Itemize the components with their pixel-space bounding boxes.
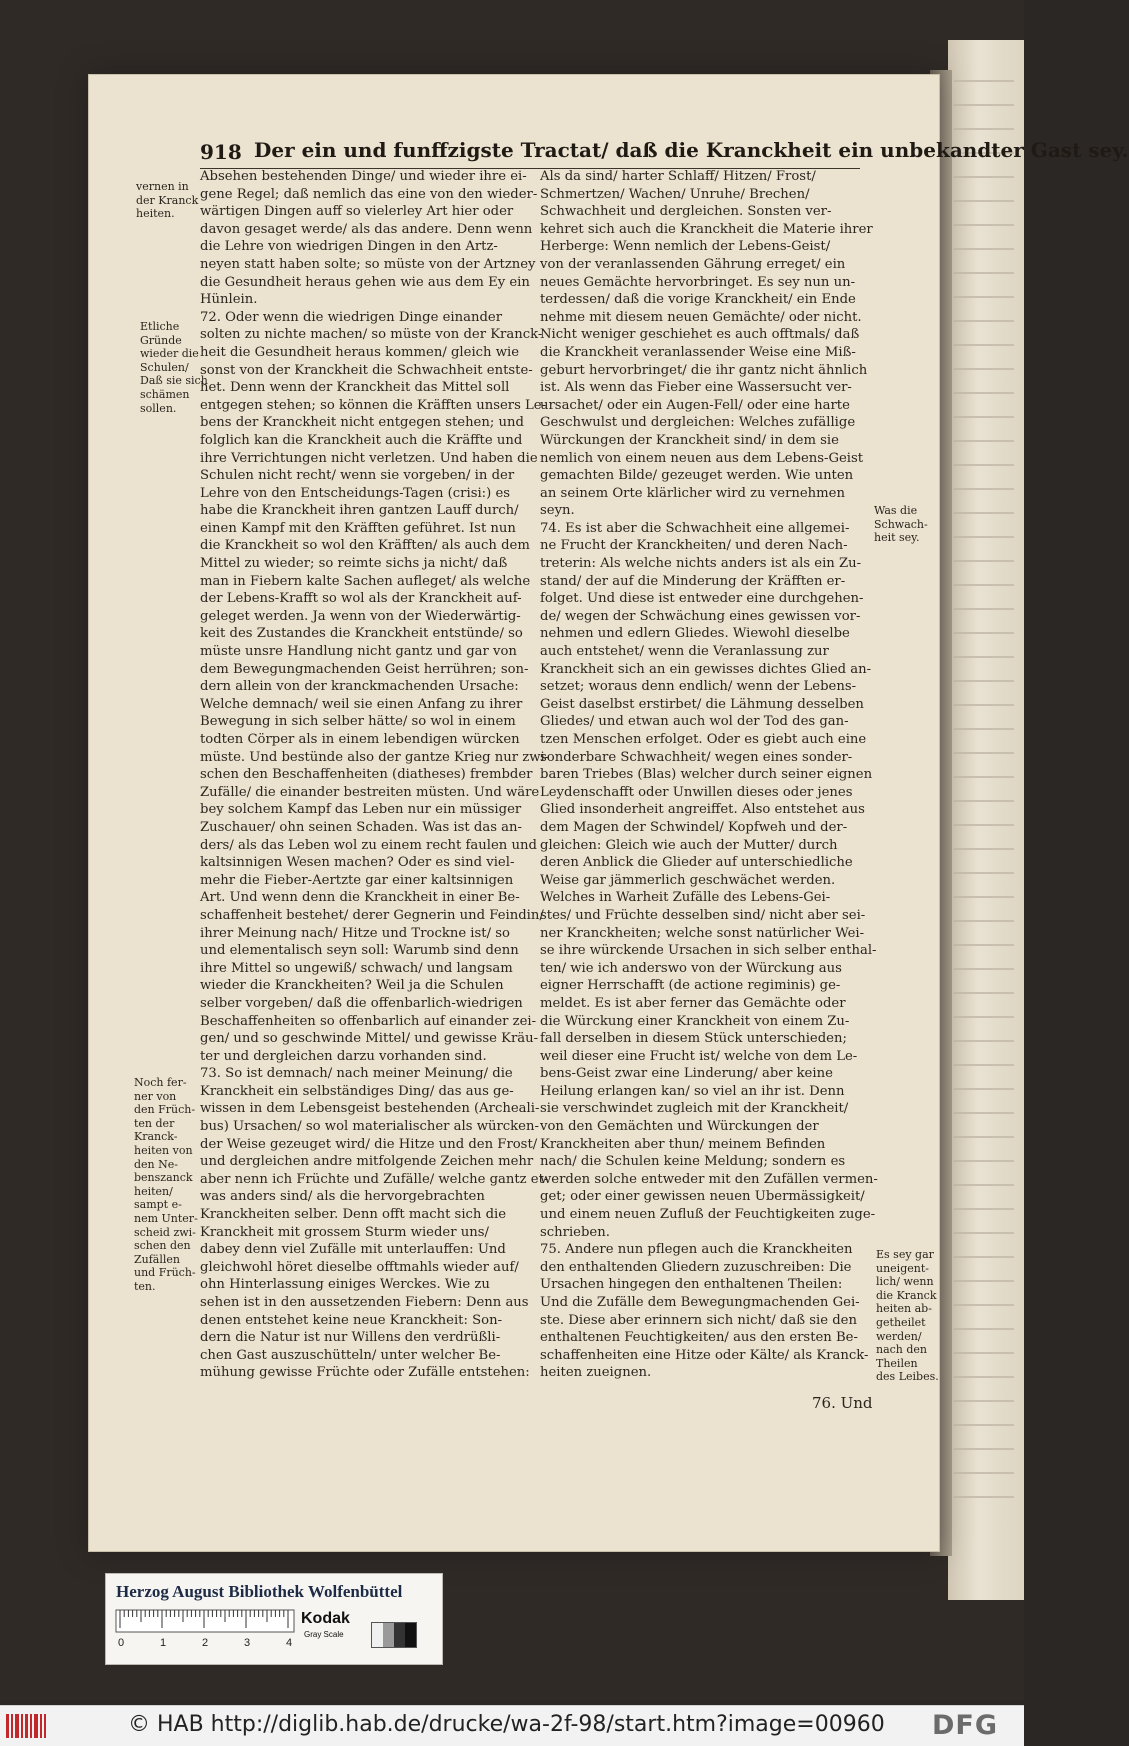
- text-line: getheilet: [876, 1315, 926, 1329]
- text-line: sampt e-: [134, 1198, 182, 1212]
- text-line: die Kranckheit so wol den Kräfften/ als auch dem: [200, 538, 530, 554]
- ghost-line: [954, 176, 1014, 178]
- ghost-line: [954, 368, 1014, 370]
- text-line: Geist daselbst erstirbet/ die Lähmung desselben: [540, 696, 864, 712]
- text-line: Würckungen der Kranckheit sind/ in dem sie: [540, 432, 839, 448]
- text-line: heiten von: [134, 1143, 193, 1157]
- text-line: gleichwohl höret dieselbe offtmahls wieder auf/: [200, 1259, 519, 1275]
- text-line: ihre Mittel so ungewiß/ schwach/ und langsam: [200, 960, 513, 976]
- text-line: Ursachen hingegen den enthaltenen Theilen:: [540, 1277, 843, 1293]
- text-line: bey solchem Kampf das Leben nur ein müssiger: [200, 802, 522, 818]
- text-line: dem Bewegungmachenden Geist herrühren; son-: [200, 661, 529, 677]
- ghost-line: [954, 1232, 1014, 1234]
- text-line: Zufällen: [134, 1252, 180, 1266]
- text-line: folglich kan die Kranckheit auch die Kräffte und: [200, 432, 523, 448]
- ghost-line: [954, 1304, 1014, 1306]
- text-line: was anders sind/ als die hervorgebrachten: [200, 1189, 485, 1205]
- running-title: Der ein und funffzigste Tractat/ daß die Kranckheit ein unbekandter Gast sey.: [254, 138, 1129, 162]
- ghost-line: [954, 776, 1014, 778]
- text-line: schaffenheiten eine Hitze oder Kälte/ als Kranck-: [540, 1347, 869, 1363]
- text-line: ner von: [134, 1089, 177, 1103]
- margin-note-3: [134, 1076, 204, 1294]
- text-line: 75. Andere nun pflegen auch die Kranckheiten: [540, 1242, 853, 1258]
- text-line: weil dieser eine Frucht ist/ welche von dem Le-: [540, 1048, 858, 1064]
- brand-label: Kodak: [301, 1610, 350, 1627]
- text-line: ten/ wie ich anderswo von der Würckung aus: [540, 960, 842, 976]
- ghost-line: [954, 656, 1014, 658]
- text-line: nach/ die Schulen keine Meldung; sondern es: [540, 1154, 846, 1170]
- text-line: terdessen/ daß die vorige Kranckheit/ ein Ende: [540, 292, 856, 308]
- text-line: die Kranck: [876, 1288, 937, 1302]
- text-line: nem Unter-: [134, 1211, 198, 1225]
- text-line: müste. Und bestünde also der gantze Krieg nur zwi-: [200, 749, 550, 765]
- text-line: bus) Ursachen/ so wol materialischer als würcken-: [200, 1119, 539, 1135]
- catchword: 76. Und: [812, 1394, 873, 1412]
- ruler-number: 2: [202, 1637, 209, 1649]
- ghost-line: [954, 1448, 1014, 1450]
- text-line: gemachten Bilde/ gezeuget werden. Wie unten: [540, 468, 854, 484]
- ghost-line: [954, 296, 1014, 298]
- text-line: und dergleichen andre mitfolgende Zeichen mehr: [200, 1154, 534, 1170]
- text-line: Kranckheit mit grossem Sturm wieder uns/: [200, 1224, 489, 1240]
- text-line: entgegen stehen; so können die Kräfften unsers Le-: [200, 397, 547, 413]
- text-line: ursachet/ oder ein Augen-Fell/ oder eine harte: [540, 397, 850, 413]
- ghost-line: [954, 1352, 1014, 1354]
- text-line: stand/ der auf die Minderung der Kräfften er-: [540, 573, 846, 589]
- scale-ruler: [116, 1610, 294, 1650]
- institution-name: Herzog August Bibliothek Wolfenbüttel: [116, 1582, 403, 1601]
- text-line: die Gesundheit heraus gehen wie aus dem Ey ein: [200, 274, 530, 290]
- text-line: von den Gemächten und Würckungen der: [540, 1119, 819, 1135]
- text-line: sonderbare Schwachheit/ wegen eines sonder-: [540, 749, 853, 765]
- ghost-line: [954, 1424, 1014, 1426]
- ghost-line: [954, 1400, 1014, 1402]
- text-line: der Lebens-Krafft so wol als der Kranckheit auf-: [200, 591, 522, 607]
- text-line: Kranckheiten aber thun/ meinem Befinden: [540, 1136, 826, 1152]
- text-line: ist. Als wenn das Fieber eine Wassersucht ver-: [540, 380, 852, 396]
- text-line: dern die Natur ist nur Willens den verdrüßli-: [200, 1330, 501, 1346]
- ghost-line: [954, 416, 1014, 418]
- text-line: nehmen und edlern Gliedes. Wiewohl dieselbe: [540, 626, 850, 642]
- text-line: geburt hervorbringet/ die ihr gantz nicht ähnlich: [540, 362, 868, 378]
- text-line: und elementalisch seyn soll: Warumb sind denn: [200, 943, 519, 959]
- text-line: Schwach-: [874, 517, 928, 531]
- text-line: deren Anblick die Glieder auf unterschiedliche: [540, 855, 853, 871]
- text-line: Gründe: [140, 333, 182, 347]
- text-line: Kranckheiten selber. Denn offt macht sich die: [200, 1207, 507, 1223]
- text-line: treterin: Als welche nichts anders ist als ein Zu-: [540, 556, 862, 572]
- ghost-line: [954, 1136, 1014, 1138]
- text-line: wärtigen Dingen auff so vielerley Art hier oder: [200, 204, 514, 220]
- ghost-line: [954, 1376, 1014, 1378]
- text-line: folget. Und diese ist entweder eine durchgehen-: [540, 591, 864, 607]
- text-line: Und die Zufälle dem Bewegungmachenden Gei-: [540, 1295, 860, 1310]
- text-line: Es sey gar: [876, 1248, 934, 1261]
- text-line: heit die Gesundheit heraus kommen/ gleich wie: [200, 344, 520, 360]
- text-line: schämen: [140, 387, 190, 401]
- text-line: solten zu nichte machen/ so müste von der Kranck-: [200, 327, 543, 343]
- text-line: selber vorgeben/ daß die offenbarlich-wiedrigen: [200, 995, 523, 1011]
- text-line: der Weise gezeuget wird/ die Hitze und den Frost/: [200, 1136, 538, 1152]
- text-line: Art. Und wenn denn die Kranckheit in einer Be-: [200, 890, 520, 906]
- text-line: die Lehre von wiedrigen Dingen in den Artz-: [200, 239, 498, 255]
- text-line: schen den: [134, 1239, 191, 1253]
- ghost-line: [954, 248, 1014, 250]
- text-line: dem Magen der Schwindel/ Kopfweh und der-: [540, 819, 848, 835]
- text-line: der Kranck: [136, 193, 199, 207]
- margin-note-2: [140, 320, 208, 415]
- text-line: auch entstehet/ wenn die Veranlassung zur: [540, 644, 829, 660]
- ghost-line: [954, 1256, 1014, 1258]
- ghost-line: [954, 560, 1014, 562]
- right-column: [540, 168, 878, 1382]
- text-line: von der veranlassenden Gährung erreget/ ein: [540, 256, 846, 272]
- ghost-line: [954, 1280, 1014, 1282]
- text-line: fall derselben in diesem Stück unterschieden;: [540, 1031, 847, 1047]
- text-line: Schmertzen/ Wachen/ Unruhe/ Brechen/: [540, 186, 810, 202]
- text-line: Welches in Warheit Zufälle des Lebens-Gei-: [540, 890, 831, 906]
- text-line: get; oder einer gewissen neuen Ubermässigkeit/: [540, 1189, 865, 1205]
- text-line: werden solche entweder mit den Zufällen vermen-: [540, 1171, 878, 1187]
- text-line: eigner Herrschafft (de actione regiminis) ge-: [540, 978, 841, 994]
- text-line: und Früch-: [134, 1266, 196, 1280]
- text-line: müste unsre Handlung nicht gantz und gar von: [200, 644, 517, 660]
- text-line: bens der Kranckheit nicht entgegen stehen; und: [200, 415, 524, 431]
- text-line: ten der: [134, 1116, 175, 1130]
- ghost-line: [954, 1160, 1014, 1162]
- text-line: Bewegung in sich selber hätte/ so wol in einem: [200, 714, 516, 730]
- text-line: des Leibes.: [876, 1370, 939, 1384]
- ruler-number: 0: [118, 1637, 125, 1649]
- text-line: Kranck-: [134, 1130, 178, 1144]
- text-line: seyn.: [540, 503, 575, 519]
- ghost-line: [954, 80, 1014, 82]
- text-line: Etliche: [140, 320, 180, 333]
- ghost-line: [954, 1088, 1014, 1090]
- ruler-number: 3: [244, 1637, 251, 1649]
- ruler-number: 1: [160, 1637, 167, 1649]
- text-line: wieder die Kranckheiten? Weil ja die Schulen: [200, 978, 504, 994]
- text-line: gleichen: Gleich wie auch der Mutter/ durch: [540, 837, 838, 853]
- text-line: ten.: [134, 1279, 156, 1293]
- left-column: [200, 168, 550, 1382]
- text-line: wieder die: [140, 347, 199, 361]
- text-line: Zufälle/ die einander bestreiten müsten. Und wäre: [200, 784, 540, 800]
- text-line: den Ne-: [134, 1157, 178, 1171]
- text-line: Noch fer-: [134, 1076, 187, 1089]
- gray-swatch: [371, 1622, 417, 1648]
- text-line: und einem neuen Zufluß der Feuchtigkeiten zuge-: [540, 1207, 876, 1223]
- ghost-line: [954, 944, 1014, 946]
- text-line: de/ wegen der Schwächung eines gewissen vor-: [540, 608, 861, 624]
- text-line: Beschaffenheiten so offenbarlich auf einander zei-: [200, 1013, 537, 1029]
- ghost-line: [954, 1184, 1014, 1186]
- dfg-logo: DFG: [932, 1710, 999, 1741]
- text-line: heiten.: [136, 207, 175, 221]
- text-line: kehret sich auch die Kranckheit die Materie ihrer: [540, 221, 873, 237]
- text-line: tzen Menschen erfolget. Oder es giebt auch eine: [540, 732, 867, 747]
- text-line: nach den: [876, 1343, 928, 1357]
- barcode-icon: [6, 1714, 46, 1738]
- text-line: gene Regel; daß nemlich das eine von den wieder-: [200, 186, 538, 202]
- text-line: den enthaltenden Gliedern zuzuschreiben: Die: [540, 1259, 852, 1275]
- text-line: neues Gemächte hervorbringet. Es sey nun un-: [540, 274, 856, 290]
- ruler-number: 4: [286, 1637, 293, 1649]
- text-line: sonst von der Kranckheit die Schwachheit entste-: [200, 362, 533, 378]
- text-line: Weise gar jämmerlich geschwächet werden.: [540, 872, 836, 888]
- text-line: ohn Hinterlassung einiges Werckes. Wie zu: [200, 1277, 490, 1293]
- text-line: schen den Beschaffenheiten (diatheses) frembder: [200, 767, 533, 783]
- text-line: an seinem Orte klärlicher wird zu vernehmen: [540, 485, 845, 501]
- ghost-line: [954, 1472, 1014, 1474]
- text-line: Gliedes/ und etwan auch wol der Tod des gan-: [540, 714, 849, 730]
- text-line: setzet; woraus denn endlich/ wenn der Lebens-: [540, 679, 857, 695]
- text-line: 74. Es ist aber die Schwachheit eine allgemei-: [540, 520, 850, 536]
- text-line: enthaltenen Feuchtigkeiten/ aus den ersten Be-: [540, 1330, 858, 1346]
- ghost-line: [954, 584, 1014, 586]
- text-line: todten Cörper als in einem lebendigen würcken: [200, 732, 520, 747]
- next-page-text: [948, 80, 1024, 1580]
- text-line: schaffenheit bestehet/ derer Gegnerin und Feindin/: [200, 907, 544, 923]
- text-line: lich/ wenn: [876, 1275, 934, 1289]
- text-line: ner Kranckheiten; welche sonst natürlicher Wei-: [540, 925, 865, 941]
- text-line: werden/: [876, 1329, 922, 1343]
- text-line: scheid zwi-: [134, 1225, 196, 1239]
- text-line: einen Kampf mit den Kräfften geführet. Ist nun: [200, 520, 516, 536]
- ghost-line: [954, 728, 1014, 730]
- text-line: Heilung erlangen kan/ so viel an ihr ist. Denn: [540, 1083, 845, 1099]
- text-line: Daß sie sich: [140, 374, 208, 388]
- text-line: keit des Zustandes die Kranckheit entstünde/ so: [200, 626, 523, 642]
- text-line: die Würckung einer Kranckheit von einem Zu-: [540, 1013, 850, 1029]
- text-line: meldet. Es ist aber ferner das Gemächte oder: [540, 995, 846, 1011]
- text-line: ihre Verrichtungen nicht verletzen. Und haben die: [200, 450, 538, 466]
- copyright-link[interactable]: © HAB http://diglib.hab.de/drucke/wa-2f-98/start.htm?image=00960: [128, 1712, 885, 1737]
- text-line: Geschwulst und dergleichen: Welches zufällige: [540, 415, 856, 431]
- text-line: het. Denn wenn der Kranckheit das Mittel soll: [200, 380, 510, 396]
- ghost-line: [954, 896, 1014, 898]
- text-line: Mittel zu wieder; so reimte sichs ja nicht/ daß: [200, 556, 508, 572]
- text-line: uneigent-: [876, 1261, 929, 1275]
- text-line: mehr die Fieber-Aertzte gar einer kaltsinnigen: [200, 872, 514, 888]
- ghost-line: [954, 1040, 1014, 1042]
- text-line: Kranckheit ein selbständiges Ding/ das aus ge-: [200, 1083, 514, 1099]
- ghost-line: [954, 1064, 1014, 1066]
- text-line: die Kranckheit veranlassender Weise eine Miß-: [540, 344, 856, 360]
- ghost-line: [954, 704, 1014, 706]
- text-line: dern allein von der kranckmachenden Ursache:: [200, 679, 519, 695]
- ghost-line: [954, 632, 1014, 634]
- text-line: 72. Oder wenn die wiedrigen Dinge einander: [200, 309, 502, 325]
- text-line: sehen ist in den aussetzenden Fiebern: Denn aus: [200, 1295, 529, 1310]
- text-line: schrieben.: [540, 1224, 610, 1240]
- text-line: Herberge: Wenn nemlich der Lebens-Geist/: [540, 239, 831, 255]
- margin-note-4: [874, 504, 934, 545]
- text-line: Hünlein.: [200, 292, 258, 308]
- ghost-line: [954, 1328, 1014, 1330]
- ghost-line: [954, 512, 1014, 514]
- text-line: mühung gewisse Früchte oder Zufälle entstehen:: [200, 1365, 530, 1381]
- text-line: wissen in dem Lebensgeist bestehenden (Archeali-: [200, 1101, 540, 1117]
- text-line: kaltsinnigen Wesen machen? Oder es sind viel-: [200, 855, 515, 871]
- ghost-line: [954, 968, 1014, 970]
- text-line: Schulen nicht recht/ wenn sie vorgeben/ in der: [200, 468, 515, 484]
- ghost-line: [954, 488, 1014, 490]
- text-line: Glied insonderheit angreiffet. Also entstehet aus: [540, 802, 865, 818]
- text-line: man in Fiebern kalte Sachen aufleget/ als welche: [200, 573, 531, 589]
- text-line: aber nenn ich Früchte und Zufälle/ welche gantz et-: [200, 1171, 549, 1187]
- text-line: ste. Diese aber erinnern sich nicht/ daß sie den: [540, 1312, 857, 1328]
- ghost-line: [954, 752, 1014, 754]
- ghost-line: [954, 608, 1014, 610]
- ghost-line: [954, 1496, 1014, 1498]
- text-line: ihrer Meinung nach/ Hitze und Trockne ist/ so: [200, 925, 510, 941]
- margin-note-1: [136, 180, 202, 221]
- ghost-line: [954, 392, 1014, 394]
- text-line: heiten ab-: [876, 1302, 932, 1316]
- text-line: heit sey.: [874, 531, 920, 545]
- text-line: neyen statt haben solte; so müste von der Artzney: [200, 256, 536, 272]
- text-line: heiten/: [134, 1184, 173, 1198]
- ghost-line: [954, 824, 1014, 826]
- text-line: ders/ als das Leben wol zu einem recht faulen und: [200, 837, 537, 853]
- text-line: denen entstehet keine neue Kranckheit: Son-: [200, 1312, 503, 1328]
- text-line: Kranckheit sich an ein gewisses dichtes Glied an-: [540, 661, 872, 677]
- ghost-line: [954, 680, 1014, 682]
- text-line: bens-Geist zwar eine Linderung/ aber keine: [540, 1066, 833, 1082]
- ghost-line: [954, 440, 1014, 442]
- text-line: den Früch-: [134, 1103, 196, 1117]
- text-line: ne Frucht der Kranckheiten/ und deren Nach-: [540, 538, 848, 554]
- gray-scale-label: Gray Scale: [304, 1630, 344, 1639]
- ghost-line: [954, 920, 1014, 922]
- ghost-line: [954, 344, 1014, 346]
- text-line: Lehre von den Entscheidungs-Tagen (crisi:) es: [200, 485, 511, 501]
- text-line: baren Triebes (Blas) welcher durch seiner eignen: [540, 767, 873, 783]
- page-header: [200, 138, 1129, 169]
- text-line: vernen in: [136, 180, 189, 193]
- ghost-line: [954, 200, 1014, 202]
- text-line: Was die: [874, 504, 918, 517]
- text-line: Zuschauer/ ohn seinen Schaden. Was ist das an-: [200, 819, 522, 835]
- text-line: Leydenschafft oder Unwillen dieses oder jenes: [540, 784, 853, 800]
- ghost-line: [954, 104, 1014, 106]
- text-line: benszanck: [134, 1171, 193, 1185]
- ghost-line: [954, 1208, 1014, 1210]
- text-line: sie verschwindet zugleich mit der Kranckheit/: [540, 1101, 849, 1117]
- ghost-line: [954, 872, 1014, 874]
- text-line: geleget werden. Ja wenn von der Wiederwärtig-: [200, 608, 521, 624]
- ghost-line: [954, 272, 1014, 274]
- margin-note-5: [876, 1248, 938, 1384]
- text-line: nemlich von einem neuen aus dem Lebens-Geist: [540, 450, 864, 466]
- page-number: 918: [200, 140, 242, 164]
- ghost-line: [954, 1112, 1014, 1114]
- ghost-line: [954, 848, 1014, 850]
- text-line: Als da sind/ harter Schlaff/ Hitzen/ Frost/: [540, 169, 816, 184]
- ghost-line: [954, 128, 1014, 130]
- text-line: ter und dergleichen darzu vorhanden sind.: [200, 1048, 487, 1064]
- text-line: heiten zueignen.: [540, 1365, 652, 1381]
- text-line: nehme mit diesem neuen Gemächte/ oder nicht.: [540, 309, 862, 325]
- ghost-line: [954, 536, 1014, 538]
- text-line: 73. So ist demnach/ nach meiner Meinung/ die: [200, 1066, 513, 1082]
- text-line: Nicht weniger geschiehet es auch offtmals/ daß: [540, 327, 860, 343]
- text-line: chen Gast auszuschütteln/ unter welcher Be-: [200, 1347, 501, 1363]
- ghost-line: [954, 992, 1014, 994]
- text-line: Welche demnach/ weil sie einen Anfang zu ihrer: [200, 696, 523, 712]
- text-line: stes/ und Früchte desselben sind/ nicht aber sei-: [540, 907, 866, 923]
- text-line: habe die Kranckheit ihren gantzen Lauff durch/: [200, 503, 519, 519]
- text-line: Schulen/: [140, 360, 189, 374]
- text-line: gen/ und so geschwinde Mittel/ und gewisse Kräu-: [200, 1031, 539, 1047]
- text-line: se ihre würckende Ursachen in sich selber enthal-: [540, 943, 877, 959]
- text-line: davon gesaget werde/ als das andere. Denn wenn: [200, 221, 533, 237]
- ghost-line: [954, 320, 1014, 322]
- text-line: Theilen: [876, 1356, 918, 1370]
- text-line: Absehen bestehenden Dinge/ und wieder ihre ei-: [200, 169, 527, 184]
- text-line: sollen.: [140, 401, 177, 415]
- ghost-line: [954, 224, 1014, 226]
- next-page-edge: [948, 40, 1024, 1600]
- text-line: dabey denn viel Zufälle mit unterlauffen: Und: [200, 1242, 506, 1258]
- footer-bar: [0, 1705, 1024, 1746]
- color-calibration-card: [105, 1573, 443, 1665]
- text-line: Schwachheit und dergleichen. Sonsten ver-: [540, 204, 832, 220]
- ghost-line: [954, 1016, 1014, 1018]
- ghost-line: [954, 464, 1014, 466]
- ghost-line: [954, 800, 1014, 802]
